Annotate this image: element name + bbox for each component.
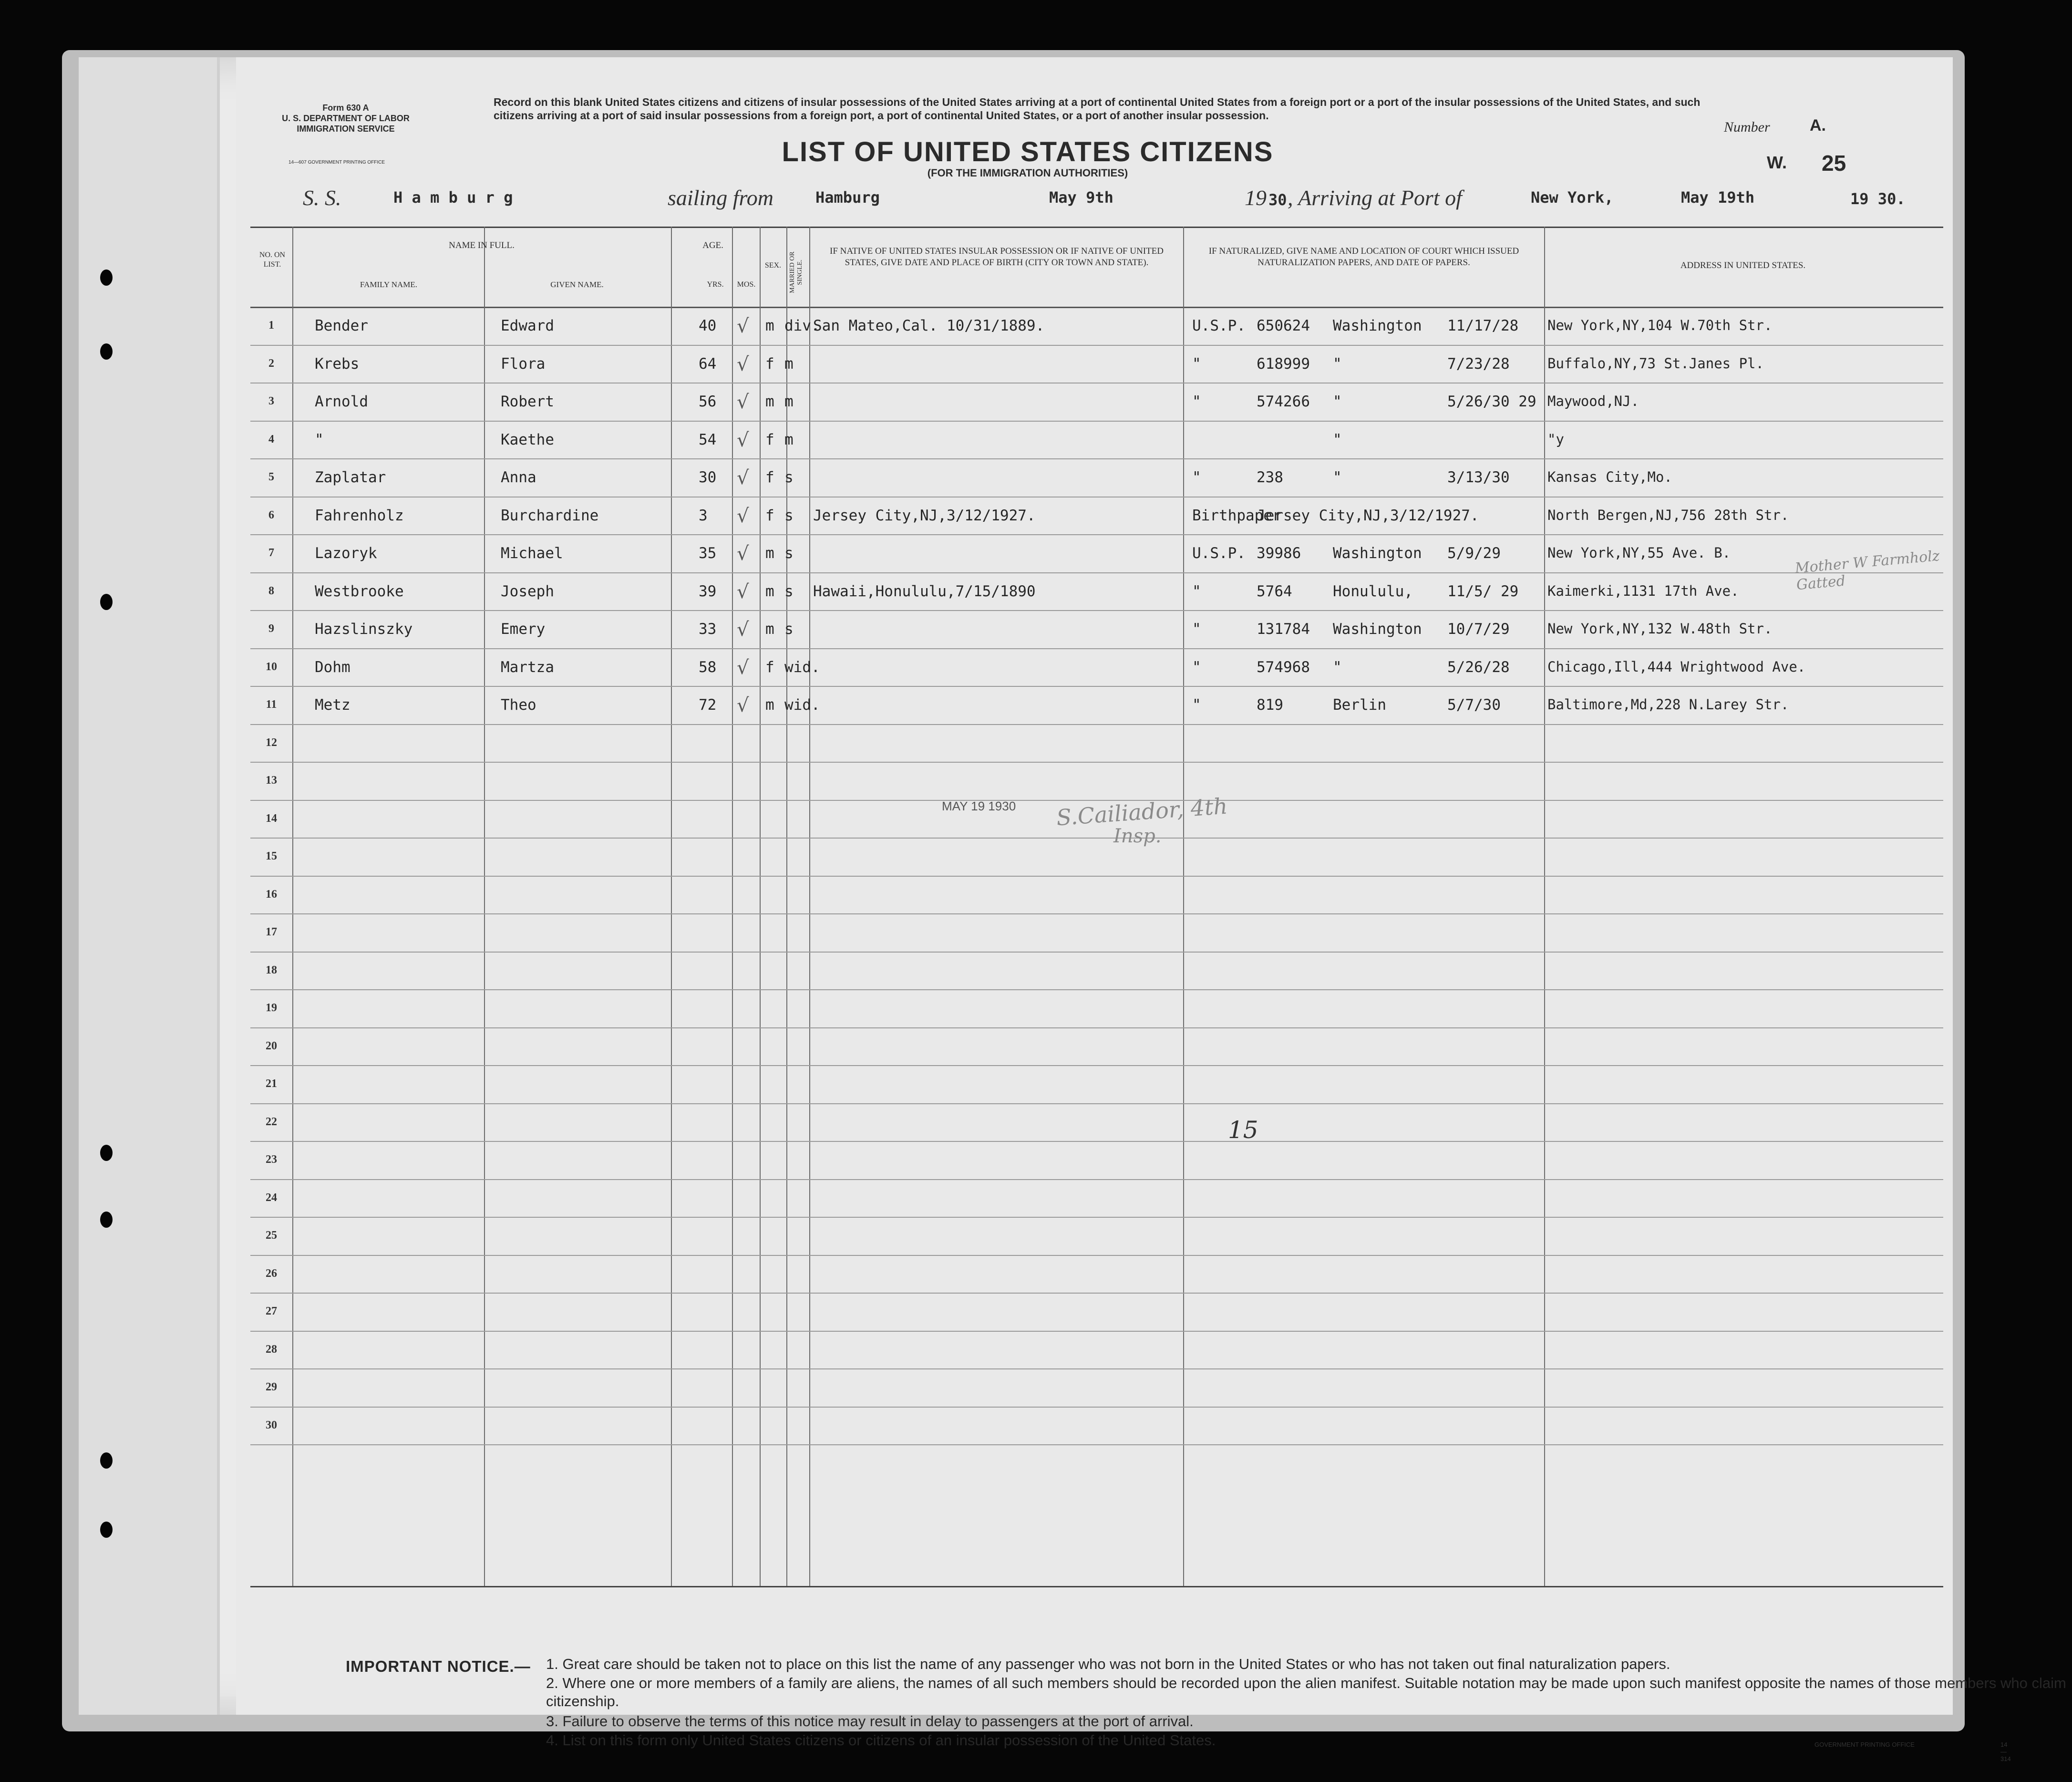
marital-status: div. — [784, 317, 820, 334]
col-header-naturalized: IF NATURALIZED, GIVE NAME AND LOCATION OF COURT WHICH ISSUED NATURALIZATION PAPERS, AND DATE OF PAPERS. — [1208, 246, 1519, 268]
col-divider — [809, 227, 810, 1586]
row-number: 26 — [266, 1267, 277, 1280]
birth-place-date: San Mateo,Cal. 10/31/1889. — [813, 317, 1045, 334]
arrival-year: 19 30. — [1850, 190, 1906, 208]
us-address: Maywood,NJ. — [1547, 393, 1639, 409]
col-header-yrs: YRS. — [707, 280, 724, 289]
gpo-footer: GOVERNMENT PRINTING OFFICE — [1814, 1741, 1915, 1748]
row-rule — [250, 989, 1943, 990]
table-top-border — [250, 227, 1943, 228]
col-header-married: MARRIED OR SINGLE. — [789, 251, 804, 293]
age-years: 3 — [699, 507, 708, 524]
given-name: Kaethe — [501, 431, 554, 448]
naturalization-location: " — [1333, 469, 1342, 486]
header-divider — [250, 307, 1943, 308]
year-prefix: 19 — [1245, 186, 1267, 210]
row-number: 2 — [268, 357, 274, 370]
naturalization-cert: 819 — [1257, 696, 1283, 714]
table-bottom-border — [250, 1586, 1943, 1587]
row-rule — [250, 1444, 1943, 1445]
col-header-name: NAME IN FULL. — [449, 240, 515, 250]
age-years: 54 — [699, 431, 717, 448]
naturalization-location: " — [1333, 431, 1342, 448]
row-rule — [250, 952, 1943, 953]
form-number-footer: 14—314 — [2000, 1741, 2011, 1762]
w-label: W. — [1767, 153, 1787, 172]
naturalization-court: " — [1192, 621, 1201, 638]
row-number: 7 — [268, 547, 274, 559]
naturalization-court: " — [1192, 658, 1201, 676]
given-name: Emery — [501, 621, 546, 638]
row-rule — [250, 1255, 1943, 1256]
col-divider — [671, 227, 672, 1586]
family-name: Arnold — [315, 393, 368, 410]
row-number: 15 — [266, 850, 277, 862]
col-header-no: NO. ON LIST. — [259, 251, 286, 269]
row-number: 19 — [266, 1002, 277, 1014]
us-address: New York,NY,104 W.70th Str. — [1547, 317, 1773, 333]
col-divider — [786, 227, 787, 1586]
naturalization-location: Washington — [1333, 317, 1422, 334]
age-years: 72 — [699, 696, 717, 714]
sex: f — [765, 431, 774, 448]
inspector-signature: S.Cailiador, 4th — [1055, 793, 1228, 831]
age-years: 35 — [699, 545, 717, 562]
row-number: 22 — [266, 1115, 277, 1128]
naturalization-location: Washington — [1333, 545, 1422, 562]
check-mark-icon: √ — [737, 429, 749, 451]
row-number: 29 — [266, 1381, 277, 1393]
sex: m — [765, 317, 774, 334]
row-number: 24 — [266, 1191, 277, 1204]
naturalization-location: Honululu, — [1333, 582, 1413, 600]
age-years: 40 — [699, 317, 717, 334]
naturalization-court: " — [1192, 355, 1201, 373]
row-number: 27 — [266, 1305, 277, 1317]
naturalization-court: " — [1192, 469, 1201, 486]
depart-date: May 9th — [1049, 188, 1113, 207]
naturalization-date: 10/7/29 — [1447, 621, 1510, 638]
us-address: New York,NY,132 W.48th Str. — [1547, 621, 1773, 637]
margin-note: Mother W Farmholz Gatted — [1794, 547, 1940, 594]
naturalization-court: " — [1192, 696, 1201, 714]
binding-strip — [79, 57, 220, 1715]
family-name: Krebs — [315, 355, 360, 373]
naturalization-date: 3/13/30 — [1447, 469, 1510, 486]
notice-item-2: 2. Where one or more members of a family are aliens, the names of all such members should be recorded upon the alien manifest. Suitable notation may be made upon such manifest opposite the names of those members who claim citizenship. — [546, 1675, 2066, 1709]
sailing-label: sailing from — [668, 186, 773, 210]
record-instructions: Record on this blank United States citizens and citizens of insular possessions of the United States arriving at a port of continental United States from a foreign port or a port of the insular possessions of the United States, and such citizens arriving at a port of said insular possessions from a foreign port, a port of continental United States, or a port of another insular possession. — [494, 96, 1701, 122]
row-rule — [250, 724, 1943, 725]
family-name: Bender — [315, 317, 368, 334]
marital-status: s — [784, 469, 794, 486]
given-name: Joseph — [501, 582, 554, 600]
col-divider — [1544, 227, 1545, 1586]
row-number: 30 — [266, 1419, 277, 1431]
row-rule — [250, 1141, 1943, 1142]
row-rule — [250, 534, 1943, 535]
naturalization-cert: 574968 — [1257, 658, 1310, 676]
marital-status: m — [784, 393, 794, 410]
naturalization-location: " — [1333, 393, 1342, 410]
family-name: Hazslinszky — [315, 621, 413, 638]
naturalization-cert: 650624 — [1257, 317, 1310, 334]
sex: f — [765, 658, 774, 676]
naturalization-court: U.S.P. — [1192, 317, 1246, 334]
sex: m — [765, 582, 774, 600]
family-name: Fahrenholz — [315, 507, 404, 524]
row-number: 25 — [266, 1229, 277, 1242]
naturalization-date: 5/26/28 — [1447, 658, 1510, 676]
us-address: Kansas City,Mo. — [1547, 469, 1672, 485]
col-header-mos: MOS. — [737, 280, 756, 289]
col-divider — [484, 227, 485, 1586]
col-divider — [1183, 227, 1184, 1586]
naturalization-date: 5/7/30 — [1447, 696, 1501, 714]
from-port: Hamburg — [815, 188, 880, 207]
birth-place-date: Hawaii,Honululu,7/15/1890 — [813, 582, 1036, 600]
naturalization-cert: 131784 — [1257, 621, 1310, 638]
us-address: North Bergen,NJ,756 28th Str. — [1547, 507, 1789, 523]
row-rule — [250, 1103, 1943, 1104]
given-name: Theo — [501, 696, 536, 714]
family-name: Metz — [315, 696, 350, 714]
punch-hole — [100, 1522, 113, 1538]
row-number: 3 — [268, 395, 274, 407]
marital-status: s — [784, 582, 794, 600]
col-header-address: ADDRESS IN UNITED STATES. — [1680, 260, 1806, 270]
row-number: 28 — [266, 1343, 277, 1356]
ship-name: H a m b u r g — [393, 188, 513, 207]
us-address: Baltimore,Md,228 N.Larey Str. — [1547, 696, 1789, 713]
col-header-native: IF NATIVE OF UNITED STATES INSULAR POSSESSION OR IF NATIVE OF UNITED STATES, GIVE DATE AND PLACE OF BIRTH (CITY OR TOWN AND STATE). — [830, 246, 1164, 268]
row-number: 1 — [268, 319, 274, 332]
notice-item-4: 4. List on this form only United States citizens or citizens of an insular possession of the United States. — [546, 1732, 1216, 1749]
naturalization-date: 5/26/30 29 — [1447, 393, 1536, 410]
check-mark-icon: √ — [737, 353, 749, 375]
col-divider — [292, 227, 293, 1586]
ss-label: S. S. — [303, 186, 341, 210]
sex: f — [765, 355, 774, 373]
col-divider — [732, 227, 733, 1586]
col-header-age: AGE. — [702, 240, 723, 250]
check-mark-icon: √ — [737, 315, 749, 337]
passenger-table — [250, 227, 1943, 1605]
date-stamp: MAY 19 1930 — [942, 799, 1016, 813]
given-name: Martza — [501, 658, 554, 676]
row-rule — [250, 913, 1943, 914]
check-mark-icon: √ — [737, 467, 749, 489]
row-rule — [250, 1368, 1943, 1369]
sex: m — [765, 696, 774, 714]
row-rule — [250, 1027, 1943, 1028]
page-title: LIST OF UNITED STATES CITIZENS — [782, 136, 1274, 167]
family-name: Lazoryk — [315, 545, 377, 562]
naturalization-location: " — [1333, 658, 1342, 676]
given-name: Robert — [501, 393, 554, 410]
marital-status: s — [784, 507, 794, 524]
punch-hole — [100, 343, 113, 360]
arrival-port: New York, — [1531, 188, 1614, 207]
row-rule — [250, 1407, 1943, 1408]
check-mark-icon: √ — [737, 391, 749, 413]
row-number: 13 — [266, 774, 277, 787]
row-rule — [250, 1331, 1943, 1332]
punch-hole — [100, 1212, 113, 1228]
punch-hole — [100, 1145, 113, 1161]
row-number: 18 — [266, 964, 277, 976]
marital-status: wid. — [784, 696, 820, 714]
marital-status: s — [784, 545, 794, 562]
row-rule — [250, 876, 1943, 877]
naturalization-date: 7/23/28 — [1447, 355, 1510, 373]
sex: m — [765, 621, 774, 638]
row-number: 4 — [268, 433, 274, 446]
naturalization-date: 11/17/28 — [1447, 317, 1519, 334]
inspector-title: Insp. — [1113, 825, 1162, 847]
naturalization-date: 5/9/29 — [1447, 545, 1501, 562]
age-years: 30 — [699, 469, 717, 486]
family-name: Westbrooke — [315, 582, 404, 600]
row-rule — [250, 421, 1943, 422]
col-header-given: GIVEN NAME. — [550, 280, 604, 289]
citizen-list-form — [236, 57, 2066, 1762]
col-header-sex: SEX. — [764, 261, 782, 269]
check-mark-icon: √ — [737, 656, 749, 679]
col-divider — [760, 227, 761, 1586]
row-number: 8 — [268, 584, 274, 597]
row-rule — [250, 458, 1943, 459]
col-header-family: FAMILY NAME. — [360, 280, 418, 289]
row-number: 17 — [266, 926, 277, 938]
given-name: Edward — [501, 317, 554, 334]
us-address: Buffalo,NY,73 St.Janes Pl. — [1547, 355, 1764, 372]
us-address: "y — [1547, 431, 1564, 447]
naturalization-court: Birthpaper — [1192, 507, 1281, 524]
naturalization-cert: 238 — [1257, 469, 1283, 486]
given-name: Anna — [501, 469, 536, 486]
row-rule — [250, 1179, 1943, 1180]
row-number: 5 — [268, 471, 274, 483]
punch-hole — [100, 1452, 113, 1469]
naturalization-court: " — [1192, 582, 1201, 600]
row-number: 6 — [268, 508, 274, 521]
sex: m — [765, 545, 774, 562]
punch-hole — [100, 269, 113, 286]
arriving-label: , Arriving at Port of — [1288, 186, 1462, 210]
notice-item-1: 1. Great care should be taken not to place on this list the name of any passenger who was not born in the United States or who has not taken out final naturalization papers. — [546, 1656, 1670, 1672]
row-number: 12 — [266, 736, 277, 749]
age-years: 39 — [699, 582, 717, 600]
family-name: " — [315, 431, 324, 448]
naturalization-cert: 574266 — [1257, 393, 1310, 410]
naturalization-cert: 618999 — [1257, 355, 1310, 373]
given-name: Flora — [501, 355, 546, 373]
naturalization-cert: 5764 — [1257, 582, 1292, 600]
marital-status: m — [784, 355, 794, 373]
age-years: 64 — [699, 355, 717, 373]
manifest-page — [79, 57, 2066, 1762]
row-number: 14 — [266, 812, 277, 825]
gpo-small-print: 14—607 GOVERNMENT PRINTING OFFICE — [289, 160, 385, 165]
row-rule — [250, 1065, 1943, 1066]
row-rule — [250, 572, 1943, 573]
row-rule — [250, 1217, 1943, 1218]
naturalization-location: Washington — [1333, 621, 1422, 638]
sex: f — [765, 469, 774, 486]
row-number: 20 — [266, 1039, 277, 1052]
marital-status: wid. — [784, 658, 820, 676]
notice-item-3: 3. Failure to observe the terms of this notice may result in delay to passengers at the port of arrival. — [546, 1713, 1194, 1730]
row-rule — [250, 345, 1943, 346]
row-number: 21 — [266, 1077, 277, 1090]
number-label: Number — [1724, 119, 1770, 135]
depart-year: 30 — [1268, 191, 1287, 209]
row-number: 16 — [266, 888, 277, 901]
check-mark-icon: √ — [737, 580, 749, 603]
us-address: Chicago,Ill,444 Wrightwood Ave. — [1547, 658, 1806, 675]
family-name: Zaplatar — [315, 469, 386, 486]
row-rule — [250, 800, 1943, 801]
page-number: 15 — [1228, 1116, 1258, 1144]
row-number: 10 — [266, 660, 277, 673]
naturalization-cert: Jersey City,NJ,3/12/1927. — [1257, 507, 1479, 524]
page-subtitle: (FOR THE IMMIGRATION AUTHORITIES) — [927, 167, 1128, 179]
check-mark-icon: √ — [737, 505, 749, 527]
marital-status: m — [784, 431, 794, 448]
row-rule — [250, 1293, 1943, 1294]
naturalization-cert: 39986 — [1257, 545, 1301, 562]
marital-status: s — [784, 621, 794, 638]
arrival-date: May 19th — [1681, 188, 1755, 207]
punch-hole — [100, 594, 113, 610]
age-years: 33 — [699, 621, 717, 638]
sex: m — [765, 393, 774, 410]
check-mark-icon: √ — [737, 543, 749, 565]
naturalization-court: " — [1192, 393, 1201, 410]
row-number: 9 — [268, 622, 274, 635]
us-address: New York,NY,55 Ave. B. — [1547, 545, 1731, 561]
row-rule — [250, 648, 1943, 649]
given-name: Burchardine — [501, 507, 599, 524]
naturalization-court: U.S.P. — [1192, 545, 1246, 562]
check-mark-icon: √ — [737, 694, 749, 716]
birth-place-date: Jersey City,NJ,3/12/1927. — [813, 507, 1036, 524]
us-address: Kaimerki,1131 17th Ave. — [1547, 582, 1739, 599]
form-label: Form 630 A U. S. DEPARTMENT OF LABOR IMMIGRATION SERVICE — [282, 103, 410, 134]
naturalization-location: Berlin — [1333, 696, 1386, 714]
age-years: 58 — [699, 658, 717, 676]
row-number: 23 — [266, 1153, 277, 1166]
sex: f — [765, 507, 774, 524]
row-rule — [250, 838, 1943, 839]
row-number: 11 — [266, 698, 277, 711]
naturalization-location: " — [1333, 355, 1342, 373]
number-value: A. — [1810, 116, 1826, 135]
w-value: 25 — [1822, 151, 1846, 176]
family-name: Dohm — [315, 658, 350, 676]
check-mark-icon: √ — [737, 619, 749, 641]
naturalization-date: 11/5/ 29 — [1447, 582, 1519, 600]
row-rule — [250, 610, 1943, 611]
row-rule — [250, 686, 1943, 687]
row-rule — [250, 762, 1943, 763]
given-name: Michael — [501, 545, 563, 562]
notice-title: IMPORTANT NOTICE.— — [346, 1658, 531, 1675]
age-years: 56 — [699, 393, 717, 410]
